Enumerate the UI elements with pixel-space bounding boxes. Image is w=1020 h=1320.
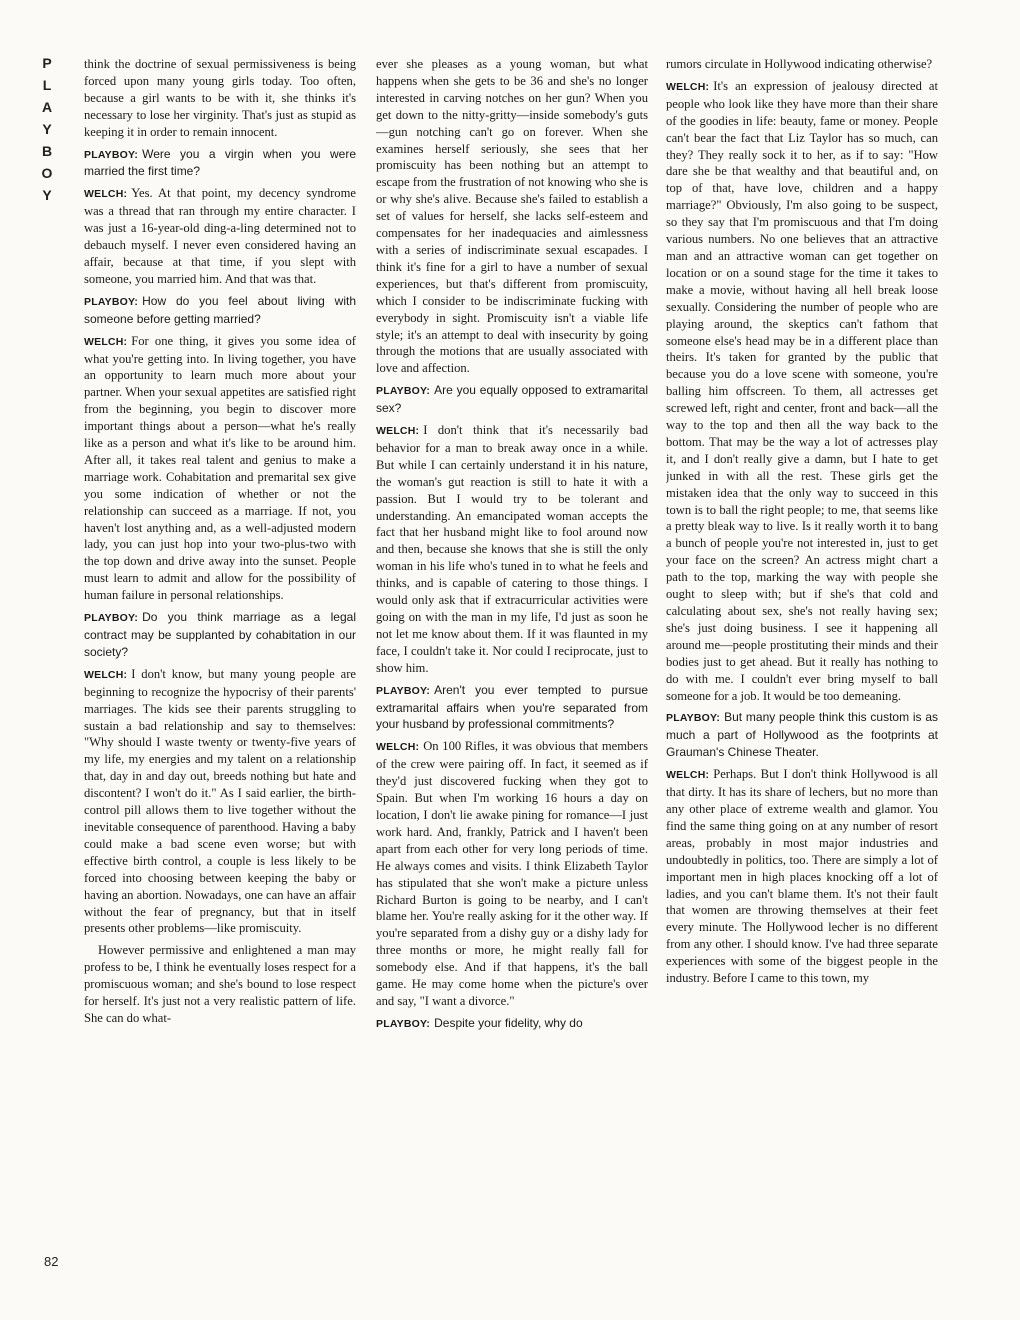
paragraph-text: I don't know, but many young people are beginning to recognize the hypocrisy of their parents' marriages. The kids see their parents struggling to sustain a bad relationship and say to themselves: "Why should I waste twenty or twenty-five years of my life, my energies and my talent on a relationship that, day in and day out, breeds nothing but hate and discontent? I won't do it." As I said earlier, the birth-control pill allows them to live together without the inevitable consequence of parenthood. Having a baby could make a bad scene even worse; but with effective birth control, a couple is less likely to be forced into choosing between keeping the baby or having an abortion. Nowadays, one can have an affair without the fear of pregnancy, but that in itself presents other problems—like promiscuity. (84, 666, 356, 936)
masthead-vertical (36, 52, 58, 206)
paragraph (376, 422, 648, 677)
speaker-label: WELCH: (376, 425, 420, 438)
speaker-label: PLAYBOY: (666, 712, 721, 725)
paragraph-text: ever she pleases as a young woman, but what happens when she gets to be 36 and she's no longer interested in carving notches on her gun? When you get down to the nitty-gritty—inside somebody's guts—gun notching can't go on forever. When she examines herself seriously, she sees that her promiscuity has been nothing but an attempt to escape from the frustration of not knowing who she is or why she's alive. Because she's failed to establish a set of values for herself, she lacks self-esteem and compensates for her inadequacies and aimlessness with a series of indiscriminate sexual escapades. I think it's fine for a girl to have a number of sexual experiences, but that's different from promiscuity, which I consider to be indiscriminate fucking with everybody in sight. Promiscuity isn't a viable life style; it's an attempt to deal with insecurity by going through the motions that are usually associated with love and affection. (376, 57, 648, 376)
paragraph-text: For one thing, it gives you some idea of what you're getting into. In living together, you have an opportunity to learn much more about your partner. When your sexual appetites are satisfied right from the beginning, you begin to discover more important things about a person—what he's really like as a person and what it's like to be around him. After all, it takes real talent and genius to make a marriage work. Cohabitation and premarital sex give you some indication of whether or not the relationship can succeed as a marriage. If not, you haven't lost anything and, as a well-adjusted modern lady, you can just hop into your two-plus-two with the top down and drive away into the sunset. People must learn to admit and allow for the possibility of human failure in personal relationships. (84, 333, 356, 603)
speaker-label: PLAYBOY: (376, 385, 431, 398)
paragraph (84, 609, 356, 661)
paragraph-text: Do you think marriage as a legal contract may be supplanted by cohabitation in our society? (84, 610, 356, 659)
paragraph (666, 709, 938, 761)
speaker-label: PLAYBOY: (376, 1017, 431, 1030)
paragraph (376, 738, 648, 1010)
speaker-label: WELCH: (666, 769, 710, 782)
paragraph (376, 382, 648, 417)
paragraph (84, 666, 356, 938)
paragraph-text: rumors circulate in Hollywood indicating otherwise? (666, 57, 933, 71)
paragraph (666, 78, 938, 705)
speaker-label: PLAYBOY: (84, 148, 139, 161)
paragraph (666, 56, 938, 73)
paragraph (84, 293, 356, 328)
paragraph-text: It's an expression of jealousy directed at people who look like they have more than their share of the goodies in life: beauty, fame or money. People can't bear the fact that Liz Taylor has so much, can they? They really sock it to her, as if to say: "How dare she be that wealthy and that beautiful and, on top of that, have love, children and a happy marriage?" Obviously, I'm also going to be suspect, so they say that I'm promiscuous and that I'm doing various numbers. No one believes that an attractive man and an attractive woman can get together on location or on a sound stage for the time it takes to make a movie, without having all hell break loose sexually. Considering the number of people who are playing around, the skeptics can't fathom that someone else's head may be in a different place than theirs. It's taken for granted by the public that because you do a love scene with someone, you're balling him offscreen. To them, all actresses get screwed left, right and center, front and back—all the way to the top and then all the way back to the bottom. That may be the way a lot of actresses play it, and I don't really give a damn, but I hate to get junked in with all the rest. These girls get the mistaken idea that the only way to succeed in this town is to ball the right people; to me, that seems like a pretty bleak way to live. Is it really worth it to bang a bunch of people you're not interested in, just to get your face on the screen? An actress might chart a path to the top, marking the way with people she ought to sleep with; but if she's that cold and calculating about sex, she's not really having sex; she's just doing business. I see it happening all around me—people prostituting their minds and their bodies just to get ahead. But it really has nothing to do with me. I couldn't ever bring myself to ball someone for a job. It would be too demeaning. (666, 78, 938, 703)
paragraph-text: On 100 Rifles, it was obvious that members of the crew were pairing off. In fact, it seemed as if they'd just discovered fucking when they got to Spain. But when I'm working 16 hours a day on location, I don't lie awake pining for romance—I just work hard. And, frankly, Patrick and I haven't been apart from each other for very long periods of time. He always comes and visits. I think Elizabeth Taylor has stipulated that she won't make a picture unless Richard Burton is going to be nearby, and I can't blame her. You're really asking for it the other way. If you're separated from a dishy guy or a dishy lady for three months or more, he might really fall for somebody else. And if that happens, it's the ball game. He may come home when the picture's over and say, "I want a divorce." (376, 739, 648, 1008)
masthead-letter: Y (42, 187, 52, 203)
speaker-label: WELCH: (666, 80, 710, 93)
masthead-letter: Y (42, 121, 52, 137)
paragraph (84, 333, 356, 605)
paragraph-text: However permissive and enlightened a man may profess to be, I think he eventually loses respect for a promiscuous woman; and she's bound to lose respect for herself. It's just not a very realistic pattern of life. She can do what- (84, 943, 356, 1025)
paragraph-text: Were you a virgin when you were married the first time? (84, 146, 356, 179)
text-column-3 (666, 56, 938, 1296)
text-column-2 (376, 56, 648, 1296)
paragraph (84, 942, 356, 1027)
paragraph (84, 56, 356, 141)
masthead-letter: O (41, 165, 53, 181)
paragraph (666, 766, 938, 987)
speaker-label: WELCH: (376, 741, 420, 754)
paragraph (84, 146, 356, 181)
speaker-label: WELCH: (84, 188, 128, 201)
paragraph-text: Yes. At that point, my decency syndrome was a thread that ran through my entire character. I was just a 16-year-old ding-a-ling determined not to debauch myself. I never even considered having an affair, because at that time, if you slept with someone, you married him. And that was that. (84, 186, 356, 286)
speaker-label: PLAYBOY: (84, 612, 139, 625)
page-number: 82 (44, 1254, 59, 1269)
paragraph-text: Aren't you ever tempted to pursue extramarital affairs when you're separated from your husband by professional commitments? (376, 682, 648, 732)
paragraph (376, 682, 648, 734)
paragraph-text: Are you equally opposed to extramarital sex? (376, 383, 648, 416)
paragraph (84, 185, 356, 287)
speaker-label: WELCH: (84, 335, 128, 348)
paragraph (376, 1015, 648, 1033)
paragraph-text: How do you feel about living with someone before getting married? (84, 293, 356, 326)
speaker-label: PLAYBOY: (84, 295, 139, 308)
masthead-letter: A (41, 99, 53, 115)
speaker-label: PLAYBOY: (376, 684, 431, 697)
paragraph-text: think the doctrine of sexual permissiveness is being forced upon many young girls today. Too often, because a girl wants to be with it, she thinks it's necessary to lose her virginity. That's just as stupid as keeping it in order to remain innocent. (84, 57, 356, 139)
masthead-letter: L (42, 77, 52, 93)
paragraph (376, 56, 648, 377)
paragraph-text: But many people think this custom is as much a part of Hollywood as the footprints at Grauman's Chinese Theater. (666, 710, 938, 760)
text-column-1 (84, 56, 356, 1296)
masthead-letter: B (41, 143, 53, 159)
masthead-letter: P (42, 55, 52, 71)
paragraph-text: Perhaps. But I don't think Hollywood is all that dirty. It has its share of lechers, but no more than any other place of extreme wealth and glamor. You find the same thing going on at any number of resort areas, probably in most major industries and undoubtedly in politics, too. There are simply a lot of important men in high places knocking off a lot of ladies, and you can't blame them. It's not their fault that women are throwing themselves at their feet every minute. The Hollywood lecher is no different from any other. I should know. I've had three separate experiences with some of the biggest people in the industry. Before I came to this town, my (666, 767, 938, 986)
paragraph-text: Despite your fidelity, why do (434, 1015, 583, 1030)
paragraph-text: I don't think that it's necessarily bad behavior for a man to break away once in a while. But while I can certainly understand it in his nature, the woman's gut reaction is still to hate it with a passion. But I would try to be tolerant and understanding. An emancipated woman accepts the fact that her husband might like to fool around now and then, because she knows that she is still the only woman in his life who's tuned in to what he feels and thinks, and is capable of catering to those things. I would only ask that if extracurricular activities were going on with the man in my life, I'd just as soon he not let me know about them. If it was flaunted in my face, I couldn't take it. Nor could I reciprocate, just to show him. (376, 423, 648, 675)
speaker-label: WELCH: (84, 668, 128, 681)
